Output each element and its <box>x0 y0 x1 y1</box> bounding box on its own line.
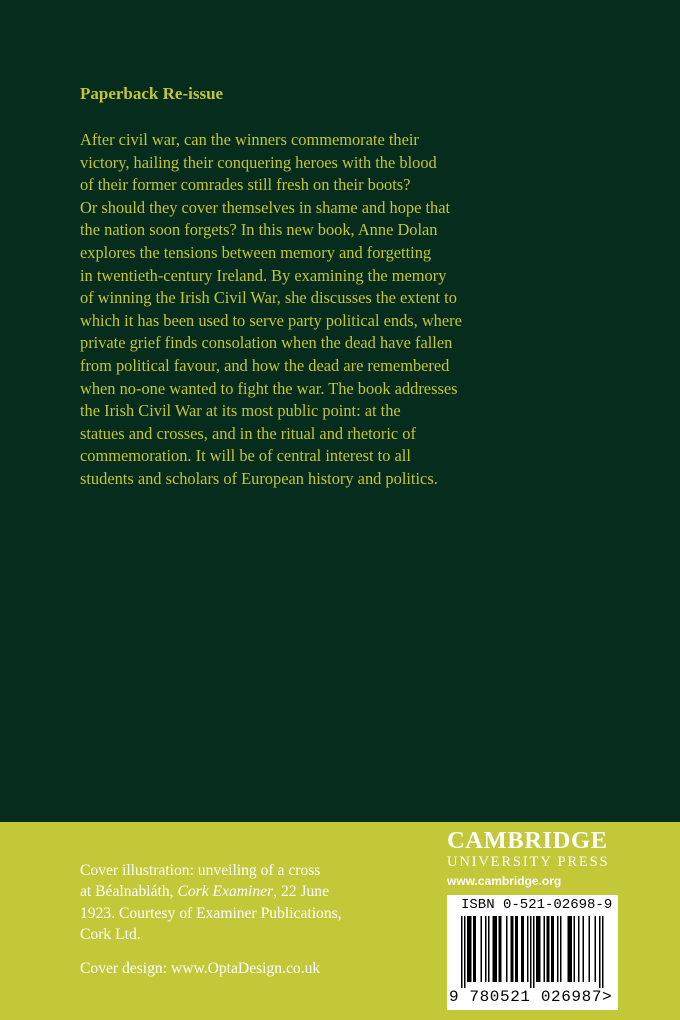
barcode-bar <box>470 916 472 982</box>
barcode-bar <box>548 916 550 982</box>
back-cover-bottom-panel <box>0 822 680 1020</box>
barcode-bar <box>599 916 601 988</box>
barcode-bar <box>461 916 463 988</box>
barcode-bar <box>571 916 573 982</box>
barcode-bar <box>499 916 501 982</box>
description-line: students and scholars of European history and politics. <box>80 468 438 488</box>
description-line: the nation soon forgets? In this new book, Anne Dolan <box>80 220 438 240</box>
isbn-barcode <box>447 895 618 1010</box>
barcode-bar <box>589 916 591 982</box>
description-line: from political favour, and how the dead are remembered <box>80 355 450 375</box>
barcode-bar <box>574 916 576 982</box>
book-description <box>80 129 500 491</box>
barcode-bar <box>578 916 580 982</box>
barcode-bar <box>512 916 514 982</box>
barcode-bar <box>553 916 555 982</box>
description-line: of winning the Irish Civil War, she discusses the extent to <box>80 288 457 308</box>
publisher-logo <box>447 828 619 889</box>
barcode-bar <box>544 916 546 982</box>
ean-digits: 9 780521 026987> <box>449 988 613 1006</box>
barcode-bar <box>523 916 525 982</box>
barcode-bars <box>455 916 610 988</box>
barcode-bar <box>473 916 475 982</box>
barcode-bar <box>530 916 532 988</box>
description-line: statues and crosses, and in the ritual and rhetoric of <box>80 423 416 443</box>
barcode-bar <box>511 916 513 982</box>
publisher-subtitle: UNIVERSITY PRESS <box>447 854 610 870</box>
credit-text: , 22 June <box>273 883 330 901</box>
description-line: in twentieth-century Ireland. By examining the memory <box>80 265 447 285</box>
barcode-bar <box>485 916 487 982</box>
credit-text: at Béalnabláth, <box>80 883 178 901</box>
credit-line: 1923. Courtesy of Examiner Publications, <box>80 904 342 922</box>
barcode-bar <box>475 916 477 982</box>
barcode-bar <box>506 916 508 982</box>
description-line: explores the tensions between memory and forgetting <box>80 242 432 262</box>
description-line: victory, hailing their conquering heroes with the blood <box>80 152 437 172</box>
description-line: private grief finds consolation when the dead have fallen <box>80 333 453 353</box>
barcode-bar <box>538 916 540 982</box>
barcode-bar <box>521 916 523 982</box>
cover-design-credit: Cover design: www.OptaDesign.co.uk <box>80 960 321 977</box>
isbn-label: ISBN 0-521-02698-9 <box>461 897 613 913</box>
barcode-bar <box>515 916 517 982</box>
barcode-bar <box>493 916 495 982</box>
barcode-bar <box>481 916 483 982</box>
barcode-bar <box>560 916 562 982</box>
barcode-bar <box>494 916 496 982</box>
barcode-bar <box>595 916 597 982</box>
credit-line <box>80 881 400 902</box>
barcode-bar <box>469 916 471 982</box>
description-line: when no-one wanted to fight the war. The book addresses <box>80 378 458 398</box>
barcode-bar <box>602 916 604 988</box>
newspaper-title: Cork Examiner <box>177 883 274 901</box>
barcode-bar <box>557 916 559 982</box>
barcode-bar <box>568 916 570 982</box>
barcode-bar <box>496 916 498 982</box>
barcode-bar <box>539 916 541 982</box>
reissue-heading: Paperback Re-issue <box>80 84 224 103</box>
barcode-bar <box>569 916 571 982</box>
barcode-bar <box>517 916 519 982</box>
barcode-bar <box>547 916 549 982</box>
barcode-bar <box>464 916 466 988</box>
description-line: the Irish Civil War at its most public point: at the <box>80 401 401 421</box>
barcode-bar <box>551 916 553 982</box>
publisher-name: CAMBRIDGE <box>447 827 608 854</box>
credit-line: Cover illustration: unveiling of a cross <box>80 862 321 879</box>
description-line: which it has been used to serve party political ends, where <box>80 310 462 330</box>
description-line: After civil war, can the winners commemorate their <box>80 130 419 149</box>
barcode-bar <box>583 916 585 982</box>
cover-illustration-credit <box>80 860 400 946</box>
credit-line: Cork Ltd. <box>80 926 141 944</box>
description-line: of their former comrades still fresh on their boots? <box>80 175 411 195</box>
barcode-bar <box>527 916 529 982</box>
barcode-bar <box>533 916 535 988</box>
barcode-bar <box>488 916 490 982</box>
barcode-bar <box>467 916 469 982</box>
description-line: Or should they cover themselves in shame and hope that <box>80 197 451 217</box>
barcode-bar <box>536 916 538 982</box>
description-line: commemoration. It will be of central interest to all <box>80 446 411 466</box>
publisher-url: www.cambridge.org <box>447 874 562 888</box>
barcode-bar <box>500 916 502 982</box>
